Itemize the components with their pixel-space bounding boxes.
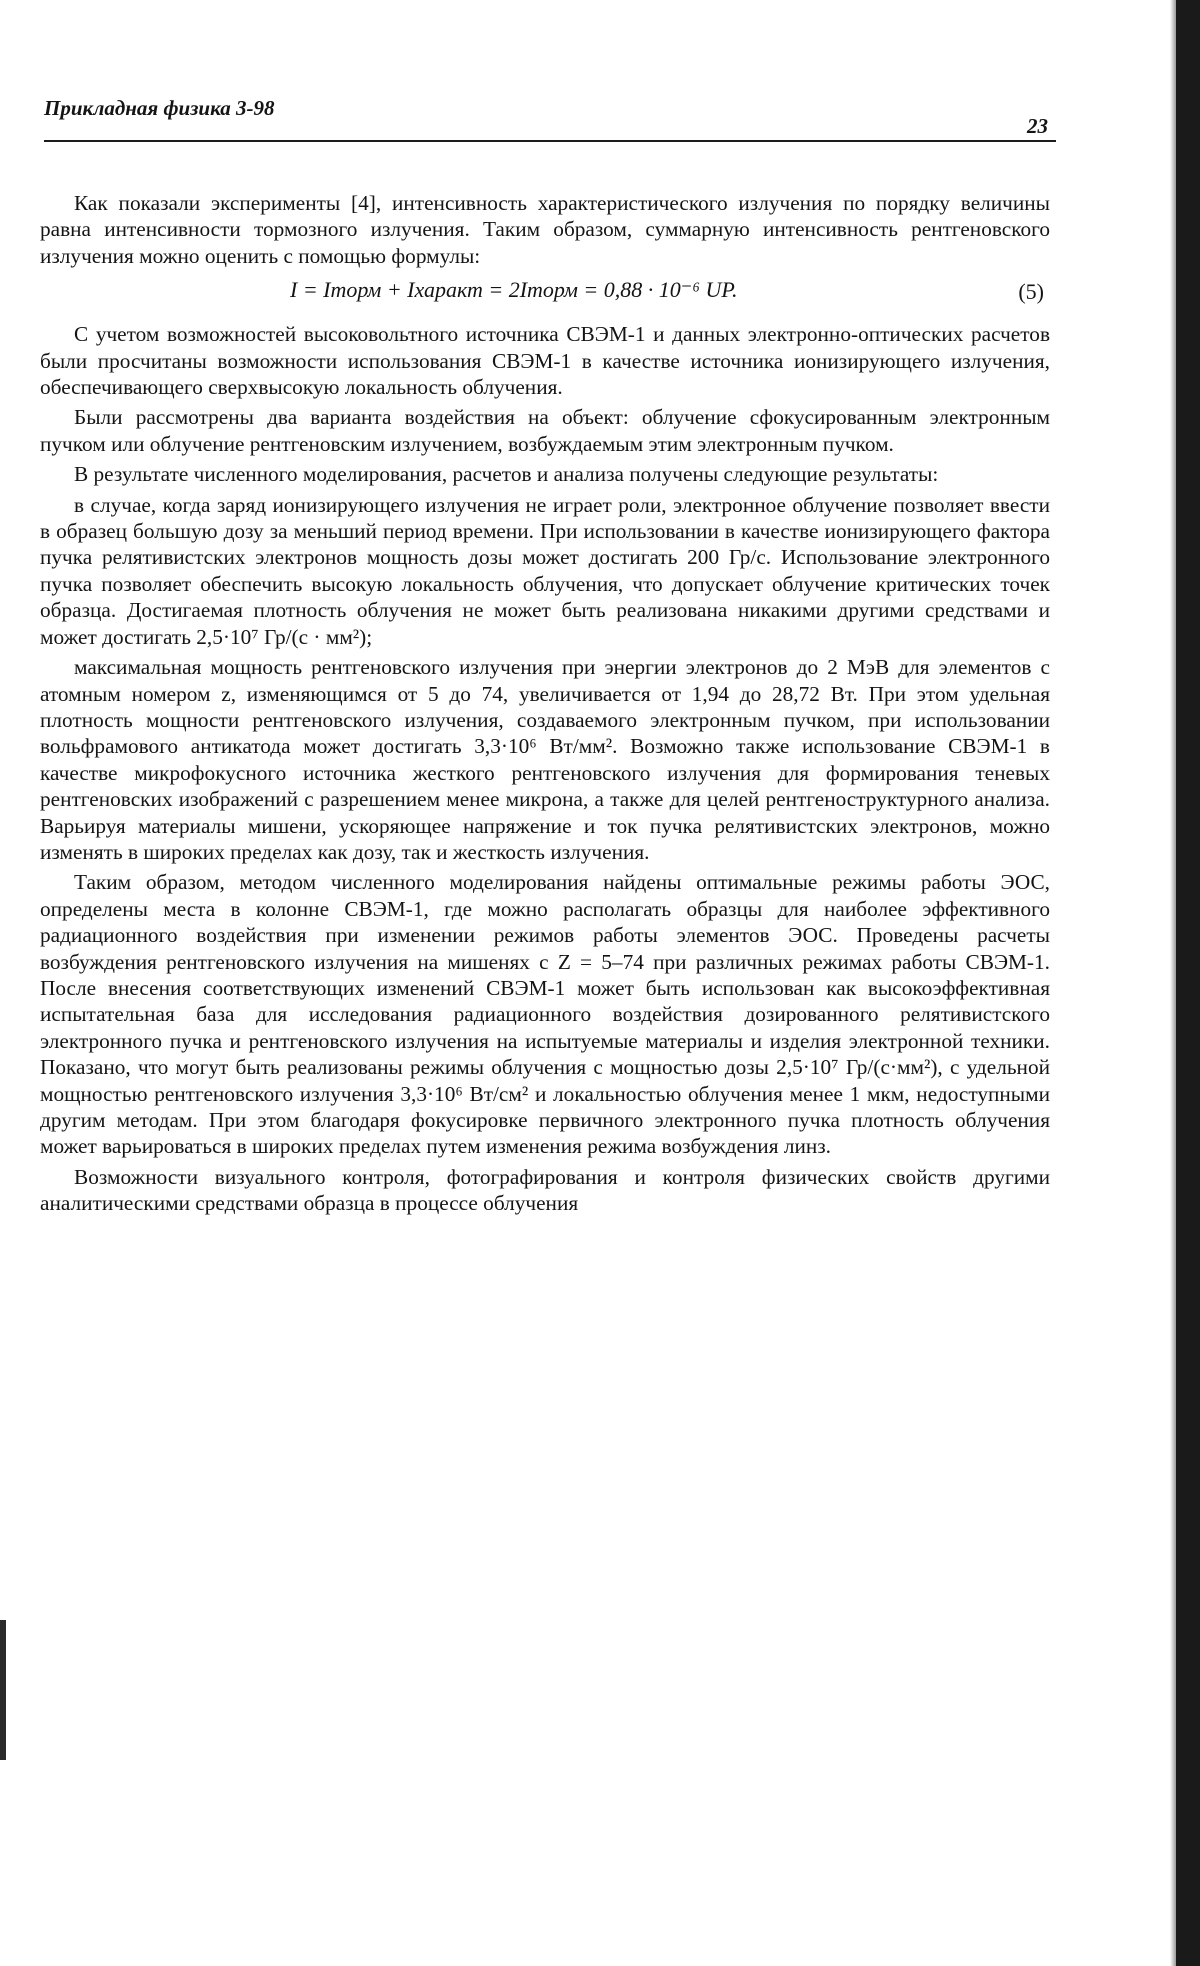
paragraph-results-intro: В результате численного моделирования, расчетов и анализа получены следующие результаты: xyxy=(74,462,939,487)
formula-equation: I = Iторм + Iхаракт = 2Iторм = 0,88 · 10⁻⁶ UP. xyxy=(290,277,738,303)
paragraph-intro: Как показали эксперименты [4], интенсивность характеристического излучения по порядку величины равна интенсивности тормозного излучения. Таким образом, суммарную интенсивность рентгеновского излучения можно оценить с помощью формулы: xyxy=(40,191,1050,268)
paragraph-conclusion: Таким образом, методом численного моделирования найдены оптимальные режимы работы ЭОС, определены места в колонне СВЭМ-1, где можно располагать образцы для наиболее эффективного радиационного воздействия при изменении режимов работы элементов ЭОС. Проведены расчеты возбуждения рентгеновского излучения на мишенях с Z = 5–74 при различных режимах работы СВЭМ-1. После внесения соответствующих изменений СВЭМ-1 может быть использован как высокоэффективная испытательная база для исследования радиационного воздействия дозированного релятивистского электронного пучка и рентгеновского излучения на испытуемые материалы и изделия электронной техники. Показано, что могут быть реализованы режимы облучения с мощностью дозы 2,5·10⁷ Гр/(с·мм²), с удельной мощностью рентгеновского излучения 3,3·10⁶ Вт/см² и локальностью облучения менее 1 мкм, недоступными другим методам. При этом благодаря фокусировке первичного электронного пучка плотность облучения может варьироваться в широких пределах путем изменения режима возбуждения линз. xyxy=(40,870,1050,1159)
paragraph-result-electron: в случае, когда заряд ионизирующего излучения не играет роли, электронное облучение позволяет ввести в образец большую дозу за меньший период времени. При использовании в качестве ионизирующего фактора пучка релятивистских электронов мощность дозы может достигать 200 Гр/с. Использование электронного пучка позволяет обеспечить высокую локальность облучения, что допускает облучение критических точек образца. Достигаемая плотность облучения не может быть реализована никакими другими средствами и может достигать 2,5·10⁷ Гр/(с · мм²); xyxy=(40,492,1050,649)
paragraph-variants: Были рассмотрены два варианта воздействия на объект: облучение сфокусированным электронным пучком или облучение рентгеновским излучением, возбуждаемым этим электронным пучком. xyxy=(40,405,1050,456)
paragraph-result-xray: максимальная мощность рентгеновского излучения при энергии электронов до 2 МэВ для элементов с атомным номером z, изменяющимся от 5 до 74, увеличивается от 1,94 до 28,72 Вт. При этом удельная плотность мощности рентгеновского излучения, создаваемого электронным пучком, при использовании вольфрамового антикатода может достигать 3,3·10⁶ Вт/мм². Возможно также использование СВЭМ-1 в качестве микрофокусного источника жесткого рентгеновского излучения для формирования теневых рентгеновских изображений с разрешением менее микрона, а также для целей рентгеноструктурного анализа. Варьируя материалы мишени, ускоряющее напряжение и ток пучка релятивистских электронов, можно изменять в широких пределах как дозу, так и жесткость излучения. xyxy=(40,655,1050,864)
paragraph-control: Возможности визуального контроля, фотографирования и контроля физических свойств другими аналитическими средствами образца в процессе облучения xyxy=(40,1164,1050,1216)
page-number: 23 xyxy=(1027,114,1048,138)
scan-border-right xyxy=(1176,0,1200,1966)
formula-number: (5) xyxy=(1018,279,1044,305)
running-header xyxy=(44,96,1056,142)
journal-title: Прикладная физика 3-98 xyxy=(44,96,275,120)
article-body xyxy=(40,190,1050,1221)
paragraph-capabilities: С учетом возможностей высоковольтного источника СВЭМ-1 и данных электронно-оптических расчетов были просчитаны возможности использования СВЭМ-1 в качестве источника ионизирующего излучения, обеспечивающего сверхвысокую локальность облучения. xyxy=(40,322,1050,400)
formula-block xyxy=(40,277,1050,307)
scan-border-left xyxy=(0,1620,6,1760)
